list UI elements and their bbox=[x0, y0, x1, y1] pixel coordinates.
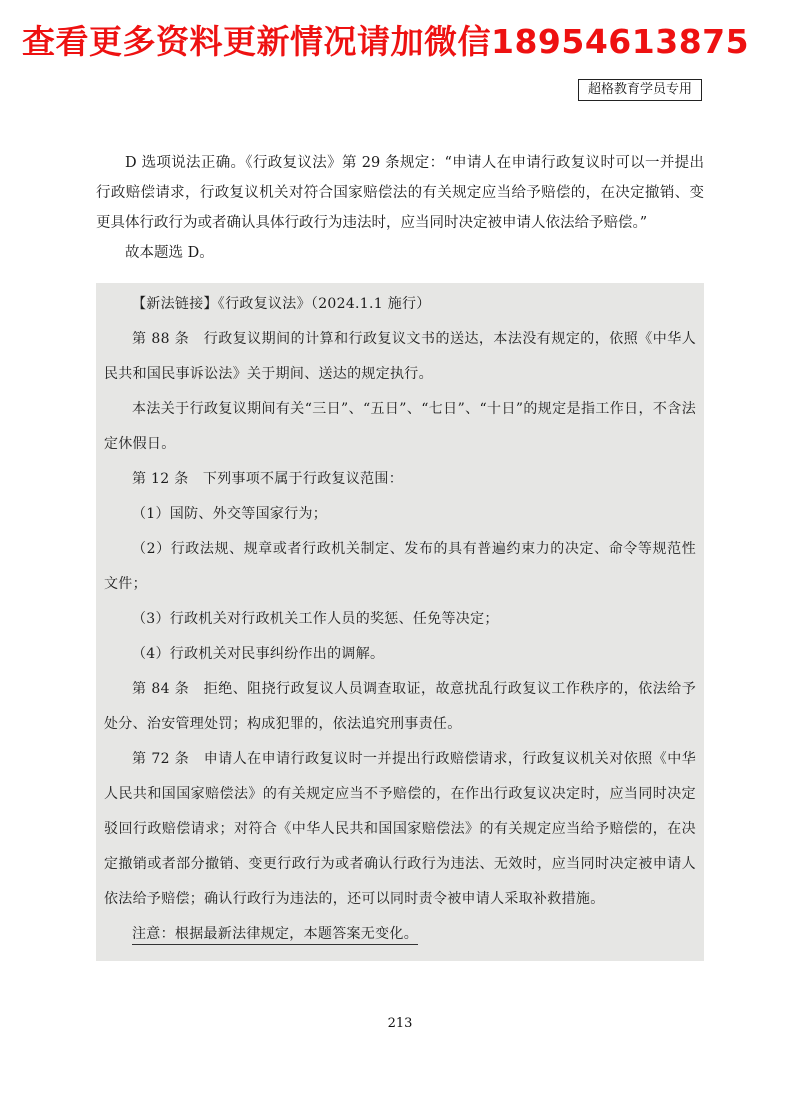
watermark-banner: 查看更多资料更新情况请加微信18954613875 bbox=[22, 22, 750, 61]
article-12-intro: 第 12 条 下列事项不属于行政复议范围： bbox=[132, 471, 404, 487]
article-72: 第 72 条 申请人在申请行政复议时一并提出行政赔偿请求，行政复议机关对依照《中华人民共和国国家赔偿法》的有关规定应当不予赔偿的，在作出行政复议决定时，应当同时决定驳回行政赔偿请求；对符合《中华人民共和国国家赔偿法》的有关规定应当给予赔偿的，在决定撤销或者部分撤销、变更行政行为或者确认行政行为违法、无效时，应当同时决定被申请人依法给予赔偿；确认行政行为违法的，还可以同时责令被申请人采取补救措施。 bbox=[104, 751, 696, 907]
article-88-paragraph-2: 本法关于行政复议期间有关“三日”、“五日”、“七日”、“十日”的规定是指工作日，不含法定休假日。 bbox=[104, 401, 696, 452]
article-84: 第 84 条 拒绝、阻挠行政复议人员调查取证，故意扰乱行政复议工作秩序的，依法给予处分、治安管理处罚；构成犯罪的，依法追究刑事责任。 bbox=[104, 681, 696, 732]
answer-note bbox=[104, 917, 696, 952]
explanation-section bbox=[96, 148, 704, 268]
answer-note-text: 注意：根据最新法律规定，本题答案无变化。 bbox=[132, 926, 418, 945]
article-12-item-4: （4）行政机关对民事纠纷作出的调解。 bbox=[132, 646, 385, 662]
article-12-item-1: （1）国防、外交等国家行为； bbox=[132, 506, 328, 522]
page-number: 213 bbox=[387, 1016, 413, 1031]
answer-conclusion: 故本题选 D。 bbox=[125, 245, 214, 261]
article-88-paragraph-1: 第 88 条 行政复议期间的计算和行政复议文书的送达，本法没有规定的，依照《中华人民共和国民事诉讼法》关于期间、送达的规定执行。 bbox=[104, 331, 696, 382]
explanation-paragraph: D 选项说法正确。《行政复议法》第 29 条规定：“申请人在申请行政复议时可以一并提出行政赔偿请求，行政复议机关对符合国家赔偿法的有关规定应当给予赔偿的，在决定撤销、变更具体行政行为或者确认具体行政行为违法时，应当同时决定被申请人依法给予赔偿。” bbox=[96, 155, 704, 231]
law-box-heading: 【新法链接】《行政复议法》（2024.1.1 施行） bbox=[132, 296, 431, 312]
new-law-box bbox=[96, 283, 704, 961]
header-tag: 超格教育学员专用 bbox=[578, 79, 702, 101]
article-12-item-2: （2）行政法规、规章或者行政机关制定、发布的具有普遍约束力的决定、命令等规范性文件； bbox=[104, 541, 696, 592]
article-12-item-3: （3）行政机关对行政机关工作人员的奖惩、任免等决定； bbox=[132, 611, 499, 627]
